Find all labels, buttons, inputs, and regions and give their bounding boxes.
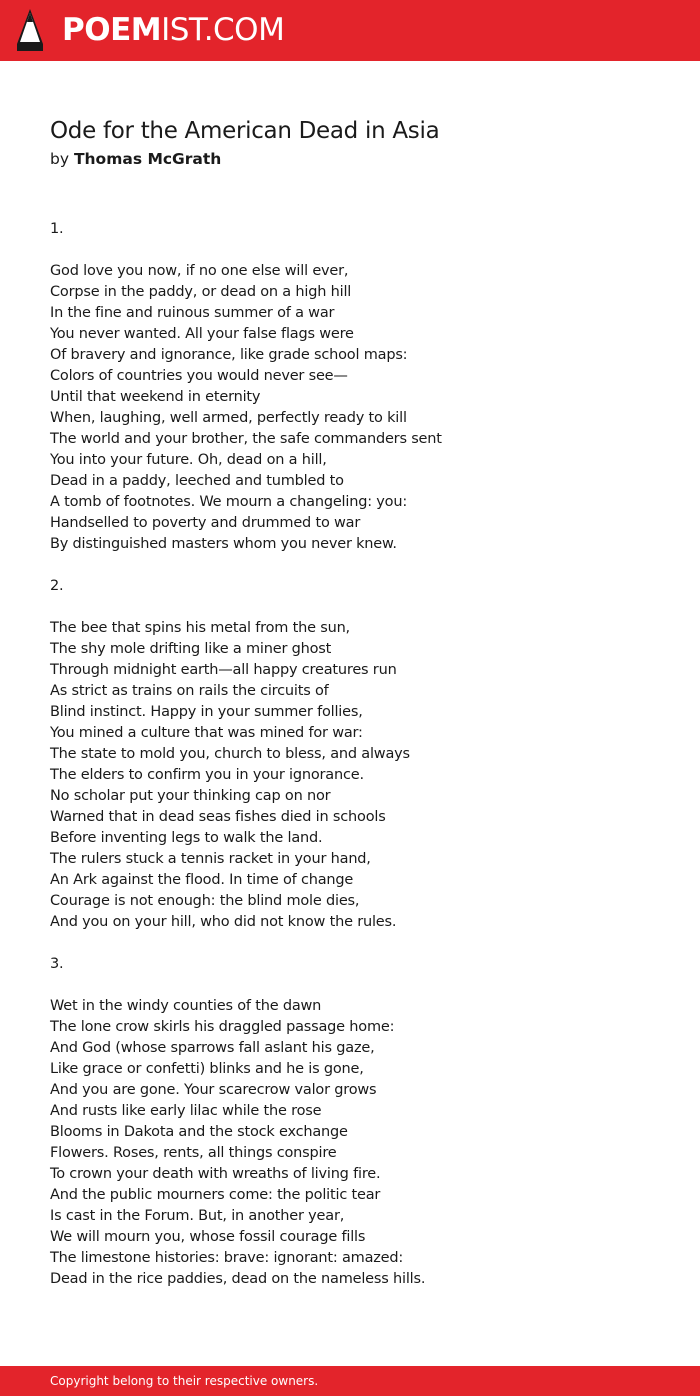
site-footer	[0, 1366, 700, 1396]
poem-header	[50, 114, 650, 170]
poem-line: Corpse in the paddy, or dead on a high hill	[50, 284, 352, 300]
poem-line: In the fine and ruinous summer of a war	[50, 305, 335, 321]
poem-line: No scholar put your thinking cap on nor	[50, 788, 331, 804]
poem-line: Colors of countries you would never see—	[50, 368, 348, 384]
poem-line: Courage is not enough: the blind mole dies,	[50, 893, 360, 909]
stanza-gap	[50, 975, 650, 996]
poem-line: You never wanted. All your false flags were	[50, 326, 354, 342]
poem-line: Warned that in dead seas fishes died in schools	[50, 809, 386, 825]
poem-line: Blooms in Dakota and the stock exchange	[50, 1124, 348, 1140]
poem-line: And the public mourners come: the politic tear	[50, 1187, 381, 1203]
poem-line: You mined a culture that was mined for war:	[50, 725, 363, 741]
poem-line: Dead in a paddy, leeched and tumbled to	[50, 473, 344, 489]
poem-line: And you on your hill, who did not know the rules.	[50, 914, 397, 930]
poem-line: Before inventing legs to walk the land.	[50, 830, 323, 846]
site-logo[interactable]	[62, 10, 284, 50]
stanza-gap	[50, 597, 650, 618]
poem-line: When, laughing, well armed, perfectly ready to kill	[50, 410, 407, 426]
poem-line: And God (whose sparrows fall aslant his gaze,	[50, 1040, 375, 1056]
pencil-icon[interactable]	[17, 9, 43, 51]
by-prefix: by	[50, 150, 70, 168]
logo-bold-text: POEM	[62, 12, 162, 48]
poem-line: A tomb of footnotes. We mourn a changeling: you:	[50, 494, 408, 510]
poem-line: The state to mold you, church to bless, and always	[50, 746, 410, 762]
poem-line: The bee that spins his metal from the sun,	[50, 620, 350, 636]
byline	[50, 148, 650, 170]
poem-line: Dead in the rice paddies, dead on the nameless hills.	[50, 1271, 426, 1287]
poem-line: And rusts like early lilac while the rose	[50, 1103, 322, 1119]
poem-line: Handselled to poverty and drummed to war	[50, 515, 361, 531]
poem-line: Until that weekend in eternity	[50, 389, 261, 405]
poem-line: The world and your brother, the safe commanders sent	[50, 431, 442, 447]
stanza-number: 2.	[50, 578, 64, 594]
poem-line: The rulers stuck a tennis racket in your hand,	[50, 851, 371, 867]
stanza-gap	[50, 933, 650, 954]
poem-line: The shy mole drifting like a miner ghost	[50, 641, 332, 657]
poem-line: Through midnight earth—all happy creatures run	[50, 662, 397, 678]
author-name: Thomas McGrath	[73, 150, 222, 168]
poem-line: Is cast in the Forum. But, in another year,	[50, 1208, 345, 1224]
poem-line: The limestone histories: brave: ignorant: amazed:	[50, 1250, 404, 1266]
poem-line: Flowers. Roses, rents, all things conspire	[50, 1145, 337, 1161]
poem-title: Ode for the American Dead in Asia	[50, 118, 440, 144]
poem-line: The lone crow skirls his draggled passage home:	[50, 1019, 395, 1035]
site-header	[0, 0, 700, 61]
poem-line: We will mourn you, whose fossil courage fills	[50, 1229, 366, 1245]
stanza-gap	[50, 555, 650, 576]
poem-line: God love you now, if no one else will ever,	[50, 263, 349, 279]
poem-line: The elders to confirm you in your ignorance.	[50, 767, 364, 783]
poem-line: Of bravery and ignorance, like grade school maps:	[50, 347, 408, 363]
logo-light-text: IST.COM	[161, 12, 285, 48]
poem-line: Blind instinct. Happy in your summer follies,	[50, 704, 363, 720]
poem-line: An Ark against the flood. In time of change	[50, 872, 354, 888]
poem-line: As strict as trains on rails the circuits of	[50, 683, 329, 699]
poem-body	[50, 219, 650, 1290]
poem-line: You into your future. Oh, dead on a hill,	[50, 452, 327, 468]
poem-line: And you are gone. Your scarecrow valor grows	[50, 1082, 377, 1098]
stanza-number: 3.	[50, 956, 64, 972]
copyright-text: Copyright belong to their respective owners.	[50, 1374, 319, 1388]
stanza-gap	[50, 240, 650, 261]
poem-line: By distinguished masters whom you never knew.	[50, 536, 397, 552]
poem-line: To crown your death with wreaths of living fire.	[50, 1166, 381, 1182]
stanza-number: 1.	[50, 221, 64, 237]
poem-line: Like grace or confetti) blinks and he is gone,	[50, 1061, 364, 1077]
poem-line: Wet in the windy counties of the dawn	[50, 998, 322, 1014]
